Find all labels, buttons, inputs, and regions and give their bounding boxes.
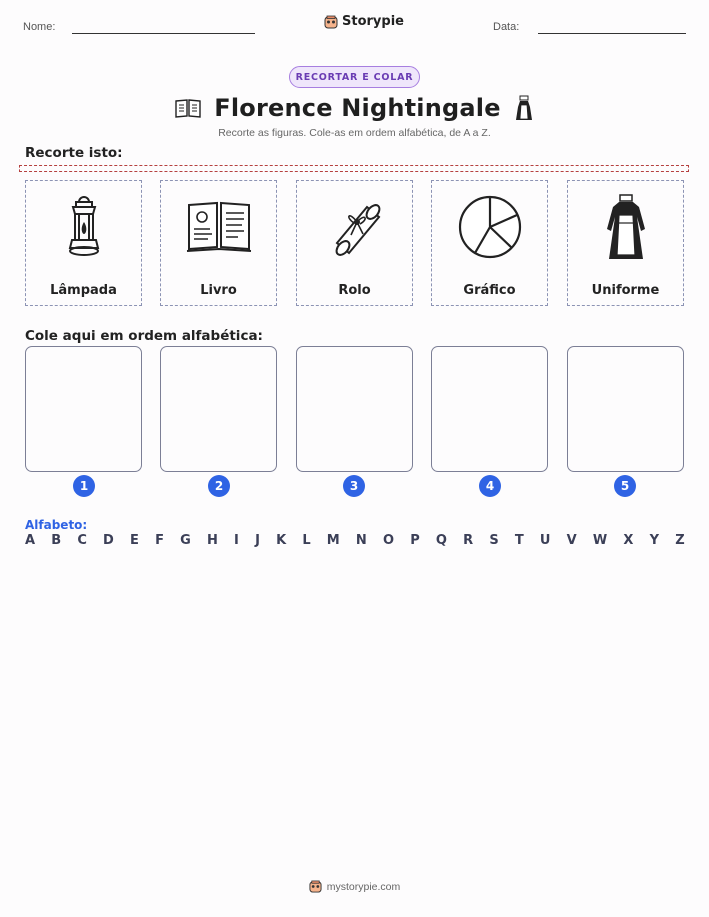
alphabet-letter: O <box>382 533 395 548</box>
cut-card-uniforme[interactable] <box>567 180 684 306</box>
pie-chart-icon <box>457 194 523 260</box>
cut-card-grafico[interactable] <box>431 180 548 306</box>
card-label: Uniforme <box>591 283 660 298</box>
slot-number: 3 <box>343 475 365 497</box>
name-line[interactable] <box>72 33 255 34</box>
alphabet-letter: Y <box>649 533 660 548</box>
alphabet-letter: P <box>410 533 420 548</box>
date-label: Data: <box>493 21 520 33</box>
alphabet-letter: B <box>51 533 62 548</box>
book-icon <box>174 97 202 119</box>
alphabet-letter: K <box>276 533 287 548</box>
storypie-mascot-icon <box>309 880 322 893</box>
paste-heading: Cole aqui em ordem alfabética: <box>25 328 263 344</box>
paste-slot-2[interactable] <box>160 346 277 472</box>
footer <box>0 880 709 893</box>
alphabet-letter: T <box>514 533 524 548</box>
brand-name: Storypie <box>342 14 404 29</box>
alphabet-letter: M <box>326 533 340 548</box>
alphabet-letter: I <box>234 533 239 548</box>
alphabet-letter: N <box>355 533 367 548</box>
alphabet-letter: V <box>566 533 577 548</box>
alphabet-letter: C <box>77 533 87 548</box>
uniform-icon <box>599 193 653 261</box>
cut-card-livro[interactable] <box>160 180 277 306</box>
brand-logo <box>324 14 404 29</box>
card-label: Lâmpada <box>50 283 117 298</box>
alphabet-letter: A <box>25 533 36 548</box>
slot-number: 2 <box>208 475 230 497</box>
card-label: Livro <box>200 283 237 298</box>
card-label: Gráfico <box>463 283 516 298</box>
title-row <box>0 92 709 124</box>
slot-number: 4 <box>479 475 501 497</box>
book-icon <box>185 199 253 255</box>
alphabet-letter: Z <box>675 533 685 548</box>
alphabet-letter: E <box>130 533 139 548</box>
slot-number: 1 <box>73 475 95 497</box>
alphabet-letter: U <box>539 533 551 548</box>
paste-slot-1[interactable] <box>25 346 142 472</box>
alphabet-heading: Alfabeto: <box>25 518 88 532</box>
storypie-mascot-icon <box>324 15 338 29</box>
page-title: Florence Nightingale <box>214 94 501 122</box>
lantern-icon <box>62 194 106 260</box>
instructions: Recorte as figuras. Cole-as em ordem alfabética, de A a Z. <box>218 127 491 139</box>
date-line[interactable] <box>538 33 686 34</box>
cut-line <box>19 165 689 172</box>
alphabet-letter: J <box>255 533 260 548</box>
alphabet-row <box>25 533 685 548</box>
activity-badge: RECORTAR E COLAR <box>289 66 420 88</box>
alphabet-letter: G <box>180 533 191 548</box>
alphabet-letter: S <box>489 533 499 548</box>
alphabet-letter: H <box>206 533 218 548</box>
cut-card-lampada[interactable] <box>25 180 142 306</box>
paste-slot-5[interactable] <box>567 346 684 472</box>
alphabet-letter: D <box>103 533 114 548</box>
alphabet-letter: L <box>302 533 311 548</box>
nurse-icon <box>513 95 535 121</box>
paste-slot-4[interactable] <box>431 346 548 472</box>
cut-card-rolo[interactable] <box>296 180 413 306</box>
name-label: Nome: <box>23 21 56 33</box>
scroll-icon <box>325 197 385 257</box>
paste-slot-3[interactable] <box>296 346 413 472</box>
alphabet-letter: R <box>463 533 474 548</box>
alphabet-letter: X <box>623 533 634 548</box>
slot-number: 5 <box>614 475 636 497</box>
alphabet-letter: Q <box>435 533 447 548</box>
alphabet-letter: W <box>592 533 608 548</box>
card-label: Rolo <box>338 283 371 298</box>
footer-url[interactable]: mystorypie.com <box>326 880 401 893</box>
cut-heading: Recorte isto: <box>25 145 123 161</box>
alphabet-letter: F <box>155 533 164 548</box>
